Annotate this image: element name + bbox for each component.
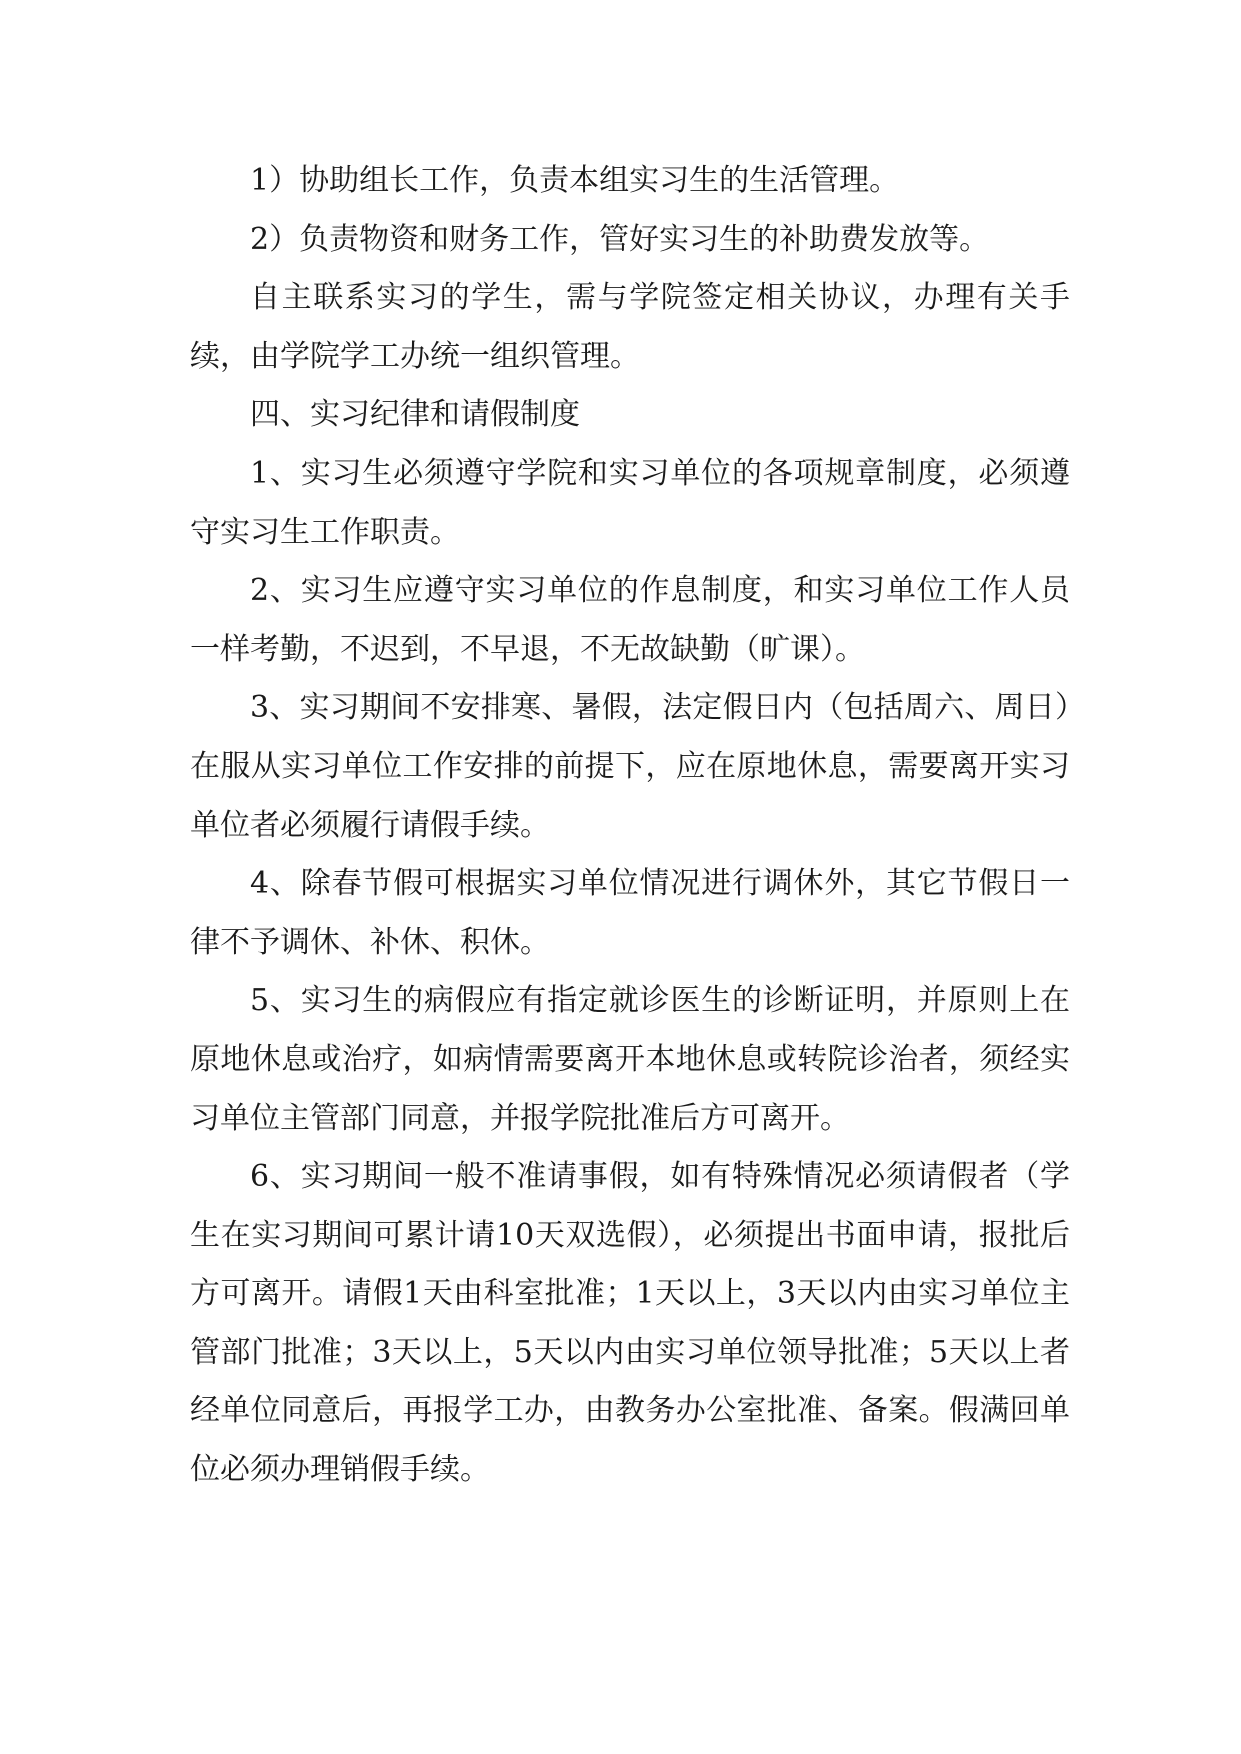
paragraph-rule-2: 2、实习生应遵守实习单位的作息制度，和实习单位工作人员一样考勤，不迟到，不早退，不无故缺勤（旷课）。 [190,573,1070,667]
paragraph-rule-1: 1、实习生必须遵守学院和实习单位的各项规章制度，必须遵守实习生工作职责。 [190,455,1070,550]
paragraph-self-arranged-internship: 自主联系实习的学生，需与学院签定相关协议，办理有关手续，由学院学工办统一组织管理。 [190,280,1070,374]
document-body [190,152,1070,1500]
section-heading-discipline-leave: 四、实习纪律和请假制度 [250,397,580,433]
paragraph-duty-1: 1）协助组长工作，负责本组实习生的生活管理。 [250,163,900,198]
paragraph-rule-3: 3、实习期间不安排寒、暑假，法定假日内（包括周六、周日）在服从实习单位工作安排的前提下，应在原地休息，需要离开实习单位者必须履行请假手续。 [190,690,1070,843]
paragraph-duty-2: 2）负责物资和财务工作，管好实习生的补助费发放等。 [250,221,990,257]
paragraph-rule-4: 4、除春节假可根据实习单位情况进行调休外，其它节假日一律不予调休、补休、积休。 [190,866,1070,960]
paragraph-rule-6: 6、实习期间一般不准请事假，如有特殊情况必须请假者（学生在实习期间可累计请10天双选假），必须提出书面申请，报批后方可离开。请假1天由科室批准；1天以上，3天以内由实习单位主管部门批准；3天以上，5天以内由实习单位领导批准；5天以上者经单位同意后，再报学工办，由教务办公室批准、备案。假满回单位必须办理销假手续。 [190,1159,1070,1488]
paragraph-rule-5: 5、实习生的病假应有指定就诊医生的诊断证明，并原则上在原地休息或治疗，如病情需要离开本地休息或转院诊治者，须经实习单位主管部门同意，并报学院批准后方可离开。 [190,983,1070,1136]
